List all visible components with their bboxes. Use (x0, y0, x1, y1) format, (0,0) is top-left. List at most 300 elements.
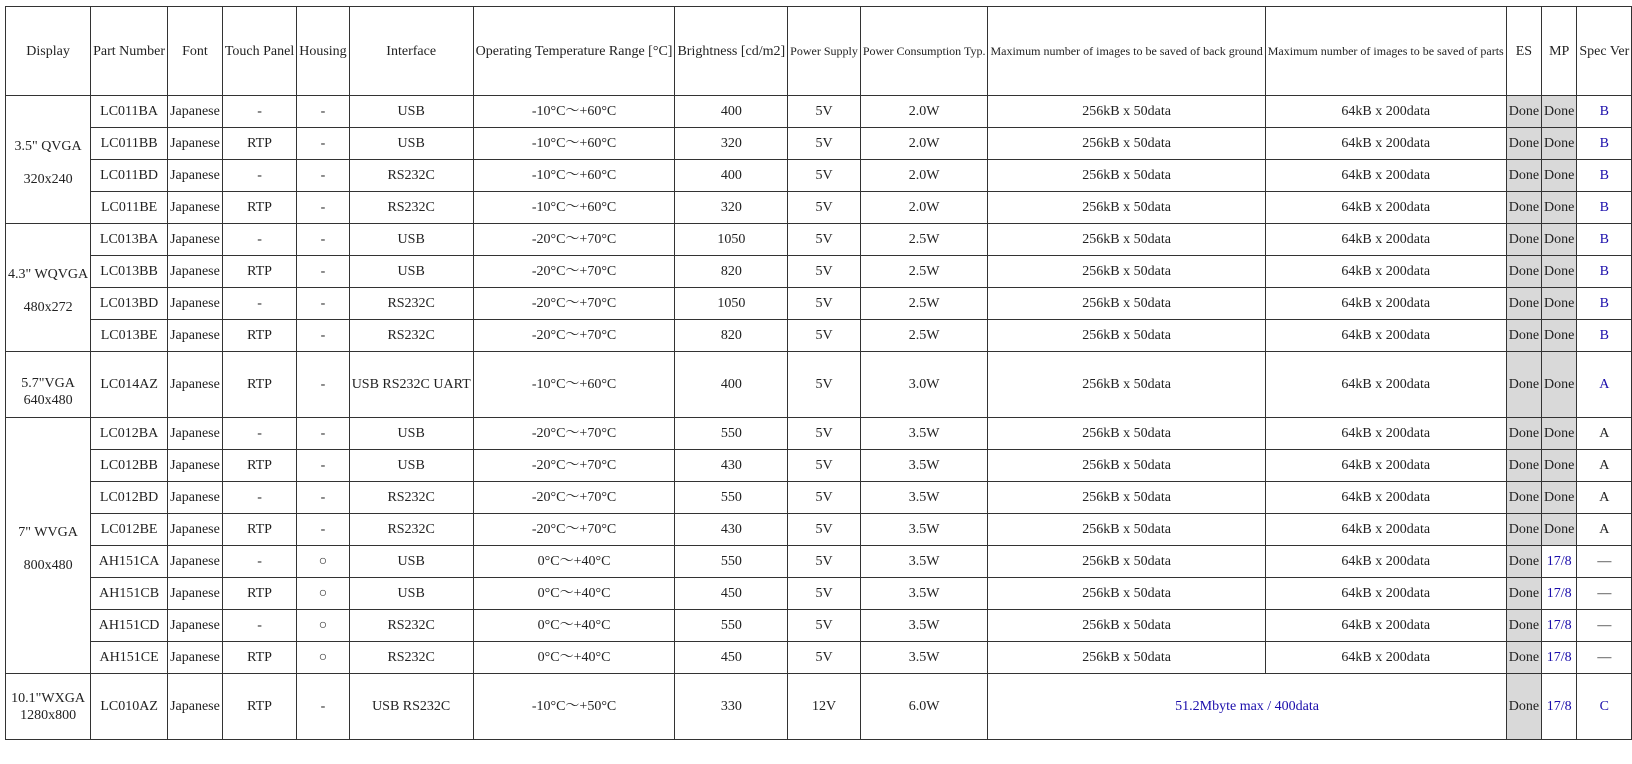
interface-cell: RS232C (349, 642, 473, 674)
housing-cell: ○ (297, 546, 349, 578)
temperature-cell: -20°C～+70°C (473, 288, 675, 320)
power-supply-cell: 5V (788, 128, 861, 160)
brightness-cell: 550 (675, 610, 788, 642)
part-number-cell: LC013BD (91, 288, 168, 320)
font-cell: Japanese (168, 482, 223, 514)
brightness-cell: 820 (675, 320, 788, 352)
max-parts-cell: 64kB x 200data (1265, 128, 1506, 160)
power-consumption-cell: 3.0W (860, 352, 988, 418)
power-consumption-cell: 2.5W (860, 320, 988, 352)
mp-cell: Done (1542, 482, 1577, 514)
power-supply-cell: 5V (788, 546, 861, 578)
spec-ver-cell: — (1577, 610, 1632, 642)
header-max-parts: Maximum number of images to be saved of parts (1265, 7, 1506, 96)
interface-cell: USB (349, 256, 473, 288)
touch-panel-cell: RTP (222, 514, 296, 546)
power-consumption-cell: 3.5W (860, 578, 988, 610)
display-cell (6, 352, 91, 418)
touch-panel-cell: - (222, 288, 296, 320)
power-supply-cell: 5V (788, 352, 861, 418)
max-parts-cell: 64kB x 200data (1265, 96, 1506, 128)
touch-panel-cell: RTP (222, 674, 296, 740)
header-display: Display (6, 7, 91, 96)
touch-panel-cell: RTP (222, 320, 296, 352)
brightness-cell: 400 (675, 352, 788, 418)
font-cell: Japanese (168, 418, 223, 450)
power-consumption-cell: 3.5W (860, 514, 988, 546)
touch-panel-cell: RTP (222, 352, 296, 418)
spec-ver-cell: C (1577, 674, 1632, 740)
font-cell: Japanese (168, 514, 223, 546)
mp-cell: 17/8 (1542, 546, 1577, 578)
housing-cell: - (297, 128, 349, 160)
brightness-cell: 450 (675, 642, 788, 674)
housing-cell: - (297, 224, 349, 256)
font-cell: Japanese (168, 352, 223, 418)
interface-cell: RS232C (349, 288, 473, 320)
es-cell: Done (1506, 96, 1541, 128)
mp-cell: Done (1542, 450, 1577, 482)
header-temp: Operating Temperature Range [°C] (473, 7, 675, 96)
font-cell: Japanese (168, 546, 223, 578)
max-background-cell: 256kB x 50data (988, 418, 1265, 450)
temperature-cell: -20°C～+70°C (473, 418, 675, 450)
brightness-cell: 450 (675, 578, 788, 610)
power-supply-cell: 12V (788, 674, 861, 740)
temperature-cell: -10°C～+50°C (473, 674, 675, 740)
font-cell: Japanese (168, 642, 223, 674)
power-consumption-cell: 2.5W (860, 288, 988, 320)
table-row (6, 418, 1632, 450)
spec-ver-cell: B (1577, 224, 1632, 256)
max-background-cell: 256kB x 50data (988, 578, 1265, 610)
temperature-cell: -20°C～+70°C (473, 450, 675, 482)
temperature-cell: -20°C～+70°C (473, 514, 675, 546)
spec-ver-cell: A (1577, 514, 1632, 546)
es-cell: Done (1506, 674, 1541, 740)
spec-ver-cell: B (1577, 288, 1632, 320)
display-cell (6, 674, 91, 740)
es-cell: Done (1506, 128, 1541, 160)
header-power-supply: Power Supply (788, 7, 861, 96)
max-parts-cell: 64kB x 200data (1265, 578, 1506, 610)
power-consumption-cell: 2.0W (860, 128, 988, 160)
housing-cell: - (297, 192, 349, 224)
display-resolution: 1280x800 (20, 707, 77, 723)
spec-table (5, 6, 1632, 740)
part-number-cell: AH151CB (91, 578, 168, 610)
power-supply-cell: 5V (788, 482, 861, 514)
part-number-cell: AH151CD (91, 610, 168, 642)
spec-ver-cell: A (1577, 418, 1632, 450)
mp-cell: Done (1542, 418, 1577, 450)
table-row (6, 642, 1632, 674)
mp-cell: 17/8 (1542, 642, 1577, 674)
touch-panel-cell: - (222, 482, 296, 514)
max-parts-cell: 64kB x 200data (1265, 514, 1506, 546)
spec-ver-cell: A (1577, 482, 1632, 514)
part-number-cell: LC013BB (91, 256, 168, 288)
power-supply-cell: 5V (788, 160, 861, 192)
es-cell: Done (1506, 610, 1541, 642)
interface-cell: USB (349, 128, 473, 160)
housing-cell: ○ (297, 610, 349, 642)
interface-cell: USB (349, 578, 473, 610)
spec-ver-cell: B (1577, 320, 1632, 352)
mp-cell: 17/8 (1542, 674, 1577, 740)
table-row (6, 256, 1632, 288)
max-background-cell: 256kB x 50data (988, 546, 1265, 578)
power-consumption-cell: 2.0W (860, 160, 988, 192)
max-background-cell: 256kB x 50data (988, 192, 1265, 224)
mp-cell: Done (1542, 514, 1577, 546)
font-cell: Japanese (168, 450, 223, 482)
max-background-cell: 256kB x 50data (988, 610, 1265, 642)
temperature-cell: -10°C～+60°C (473, 160, 675, 192)
touch-panel-cell: - (222, 546, 296, 578)
mp-cell: Done (1542, 320, 1577, 352)
part-number-cell: LC011BB (91, 128, 168, 160)
display-resolution: 800x480 (23, 557, 73, 573)
interface-cell: RS232C (349, 514, 473, 546)
spec-ver-cell: B (1577, 128, 1632, 160)
part-number-cell: LC012BB (91, 450, 168, 482)
power-supply-cell: 5V (788, 450, 861, 482)
temperature-cell: -10°C～+60°C (473, 192, 675, 224)
max-background-cell: 256kB x 50data (988, 256, 1265, 288)
interface-cell: USB (349, 418, 473, 450)
max-parts-cell: 64kB x 200data (1265, 610, 1506, 642)
touch-panel-cell: - (222, 224, 296, 256)
display-size: 5.7"VGA (21, 375, 75, 391)
font-cell: Japanese (168, 256, 223, 288)
power-consumption-cell: 3.5W (860, 450, 988, 482)
power-consumption-cell: 3.5W (860, 418, 988, 450)
interface-cell: USB (349, 224, 473, 256)
temperature-cell: 0°C～+40°C (473, 610, 675, 642)
header-max-background: Maximum number of images to be saved of back ground (988, 7, 1265, 96)
spec-ver-cell: — (1577, 578, 1632, 610)
es-cell: Done (1506, 352, 1541, 418)
touch-panel-cell: RTP (222, 642, 296, 674)
part-number-cell: LC012BE (91, 514, 168, 546)
display-size: 7" WVGA (18, 524, 78, 540)
housing-cell: - (297, 514, 349, 546)
touch-panel-cell: RTP (222, 450, 296, 482)
mp-cell: Done (1542, 96, 1577, 128)
max-background-cell: 256kB x 50data (988, 514, 1265, 546)
brightness-cell: 1050 (675, 224, 788, 256)
table-row (6, 352, 1632, 418)
spec-ver-cell: — (1577, 546, 1632, 578)
housing-cell: ○ (297, 578, 349, 610)
mp-cell: 17/8 (1542, 578, 1577, 610)
display-size: 10.1"WXGA (11, 690, 85, 706)
housing-cell: - (297, 320, 349, 352)
brightness-cell: 430 (675, 514, 788, 546)
housing-cell: - (297, 352, 349, 418)
power-consumption-cell: 3.5W (860, 482, 988, 514)
spec-ver-cell: B (1577, 192, 1632, 224)
font-cell: Japanese (168, 320, 223, 352)
max-parts-cell: 64kB x 200data (1265, 320, 1506, 352)
power-consumption-cell: 3.5W (860, 546, 988, 578)
power-supply-cell: 5V (788, 288, 861, 320)
brightness-cell: 320 (675, 128, 788, 160)
interface-cell: RS232C (349, 482, 473, 514)
spec-ver-cell: A (1577, 450, 1632, 482)
housing-cell: - (297, 418, 349, 450)
max-parts-cell: 64kB x 200data (1265, 192, 1506, 224)
max-parts-cell: 64kB x 200data (1265, 256, 1506, 288)
part-number-cell: LC010AZ (91, 674, 168, 740)
brightness-cell: 400 (675, 160, 788, 192)
header-spec-ver: Spec Ver (1577, 7, 1632, 96)
temperature-cell: -20°C～+70°C (473, 482, 675, 514)
max-parts-cell: 64kB x 200data (1265, 482, 1506, 514)
table-row (6, 160, 1632, 192)
header-touch-panel: Touch Panel (222, 7, 296, 96)
display-cell (6, 224, 91, 352)
table-row (6, 128, 1632, 160)
part-number-cell: AH151CE (91, 642, 168, 674)
es-cell: Done (1506, 514, 1541, 546)
power-supply-cell: 5V (788, 418, 861, 450)
table-row (6, 450, 1632, 482)
power-supply-cell: 5V (788, 320, 861, 352)
touch-panel-cell: - (222, 418, 296, 450)
es-cell: Done (1506, 160, 1541, 192)
max-background-cell: 256kB x 50data (988, 482, 1265, 514)
display-size: 4.3" WQVGA (8, 266, 89, 282)
temperature-cell: 0°C～+40°C (473, 642, 675, 674)
interface-cell: RS232C (349, 192, 473, 224)
display-resolution: 480x272 (23, 299, 73, 315)
es-cell: Done (1506, 482, 1541, 514)
max-background-cell: 256kB x 50data (988, 160, 1265, 192)
housing-cell: - (297, 674, 349, 740)
es-cell: Done (1506, 320, 1541, 352)
max-parts-cell: 64kB x 200data (1265, 418, 1506, 450)
interface-cell: RS232C (349, 320, 473, 352)
brightness-cell: 320 (675, 192, 788, 224)
es-cell: Done (1506, 288, 1541, 320)
power-supply-cell: 5V (788, 514, 861, 546)
interface-cell: USB RS232C UART (349, 352, 473, 418)
es-cell: Done (1506, 418, 1541, 450)
header-brightness: Brightness [cd/m2] (675, 7, 788, 96)
power-consumption-cell: 2.0W (860, 192, 988, 224)
font-cell: Japanese (168, 160, 223, 192)
font-cell: Japanese (168, 578, 223, 610)
es-cell: Done (1506, 546, 1541, 578)
font-cell: Japanese (168, 674, 223, 740)
part-number-cell: LC011BA (91, 96, 168, 128)
es-cell: Done (1506, 642, 1541, 674)
temperature-cell: -10°C～+60°C (473, 352, 675, 418)
es-cell: Done (1506, 256, 1541, 288)
housing-cell: - (297, 450, 349, 482)
part-number-cell: LC012BA (91, 418, 168, 450)
font-cell: Japanese (168, 224, 223, 256)
brightness-cell: 550 (675, 546, 788, 578)
interface-cell: USB RS232C (349, 674, 473, 740)
table-row (6, 192, 1632, 224)
font-cell: Japanese (168, 610, 223, 642)
housing-cell: ○ (297, 642, 349, 674)
max-parts-cell: 64kB x 200data (1265, 450, 1506, 482)
es-cell: Done (1506, 450, 1541, 482)
mp-cell: Done (1542, 224, 1577, 256)
font-cell: Japanese (168, 128, 223, 160)
brightness-cell: 330 (675, 674, 788, 740)
brightness-cell: 550 (675, 418, 788, 450)
max-parts-cell: 64kB x 200data (1265, 352, 1506, 418)
display-resolution: 320x240 (23, 171, 73, 187)
mp-cell: Done (1542, 128, 1577, 160)
header-es: ES (1506, 7, 1541, 96)
housing-cell: - (297, 288, 349, 320)
touch-panel-cell: RTP (222, 578, 296, 610)
touch-panel-cell: - (222, 160, 296, 192)
mp-cell: Done (1542, 160, 1577, 192)
mp-cell: Done (1542, 256, 1577, 288)
max-background-cell: 256kB x 50data (988, 450, 1265, 482)
power-consumption-cell: 3.5W (860, 642, 988, 674)
power-supply-cell: 5V (788, 578, 861, 610)
housing-cell: - (297, 482, 349, 514)
header-font: Font (168, 7, 223, 96)
spec-ver-cell: B (1577, 256, 1632, 288)
spec-ver-cell: B (1577, 160, 1632, 192)
font-cell: Japanese (168, 96, 223, 128)
table-row (6, 482, 1632, 514)
power-supply-cell: 5V (788, 610, 861, 642)
spec-ver-cell: A (1577, 352, 1632, 418)
interface-cell: USB (349, 546, 473, 578)
temperature-cell: -10°C～+60°C (473, 128, 675, 160)
spec-ver-cell: B (1577, 96, 1632, 128)
temperature-cell: -20°C～+70°C (473, 256, 675, 288)
table-row (6, 224, 1632, 256)
max-background-cell: 256kB x 50data (988, 320, 1265, 352)
max-background-cell: 256kB x 50data (988, 224, 1265, 256)
power-supply-cell: 5V (788, 96, 861, 128)
table-row (6, 288, 1632, 320)
max-parts-cell: 64kB x 200data (1265, 160, 1506, 192)
brightness-cell: 550 (675, 482, 788, 514)
brightness-cell: 430 (675, 450, 788, 482)
housing-cell: - (297, 160, 349, 192)
part-number-cell: LC014AZ (91, 352, 168, 418)
table-row (6, 546, 1632, 578)
power-supply-cell: 5V (788, 642, 861, 674)
mp-cell: Done (1542, 192, 1577, 224)
max-background-cell: 256kB x 50data (988, 288, 1265, 320)
interface-cell: USB (349, 450, 473, 482)
header-row (6, 7, 1632, 96)
power-consumption-cell: 2.5W (860, 224, 988, 256)
header-interface: Interface (349, 7, 473, 96)
power-consumption-cell: 6.0W (860, 674, 988, 740)
max-background-cell: 256kB x 50data (988, 642, 1265, 674)
table-row (6, 674, 1632, 740)
temperature-cell: -20°C～+70°C (473, 224, 675, 256)
part-number-cell: LC012BD (91, 482, 168, 514)
housing-cell: - (297, 256, 349, 288)
power-consumption-cell: 2.0W (860, 96, 988, 128)
part-number-cell: LC013BA (91, 224, 168, 256)
max-parts-cell: 64kB x 200data (1265, 288, 1506, 320)
interface-cell: RS232C (349, 610, 473, 642)
header-housing: Housing (297, 7, 349, 96)
es-cell: Done (1506, 578, 1541, 610)
brightness-cell: 400 (675, 96, 788, 128)
brightness-cell: 1050 (675, 288, 788, 320)
spec-ver-cell: — (1577, 642, 1632, 674)
table-row (6, 578, 1632, 610)
touch-panel-cell: RTP (222, 128, 296, 160)
display-cell (6, 418, 91, 674)
touch-panel-cell: RTP (222, 192, 296, 224)
table-row (6, 514, 1632, 546)
power-supply-cell: 5V (788, 256, 861, 288)
temperature-cell: -20°C～+70°C (473, 320, 675, 352)
max-parts-cell: 64kB x 200data (1265, 546, 1506, 578)
table-row (6, 320, 1632, 352)
font-cell: Japanese (168, 192, 223, 224)
font-cell: Japanese (168, 288, 223, 320)
part-number-cell: LC011BE (91, 192, 168, 224)
display-resolution: 640x480 (23, 392, 73, 408)
max-parts-cell: 64kB x 200data (1265, 224, 1506, 256)
touch-panel-cell: - (222, 96, 296, 128)
es-cell: Done (1506, 224, 1541, 256)
es-cell: Done (1506, 192, 1541, 224)
max-background-cell: 256kB x 50data (988, 96, 1265, 128)
temperature-cell: 0°C～+40°C (473, 578, 675, 610)
power-consumption-cell: 3.5W (860, 610, 988, 642)
table-row (6, 610, 1632, 642)
part-number-cell: AH151CA (91, 546, 168, 578)
touch-panel-cell: - (222, 610, 296, 642)
power-supply-cell: 5V (788, 192, 861, 224)
part-number-cell: LC013BE (91, 320, 168, 352)
interface-cell: RS232C (349, 160, 473, 192)
display-cell (6, 96, 91, 224)
power-supply-cell: 5V (788, 224, 861, 256)
brightness-cell: 820 (675, 256, 788, 288)
temperature-cell: -10°C～+60°C (473, 96, 675, 128)
interface-cell: USB (349, 96, 473, 128)
power-consumption-cell: 2.5W (860, 256, 988, 288)
temperature-cell: 0°C～+40°C (473, 546, 675, 578)
touch-panel-cell: RTP (222, 256, 296, 288)
mp-cell: Done (1542, 352, 1577, 418)
header-mp: MP (1542, 7, 1577, 96)
storage-merged-cell: 51.2Mbyte max / 400data (988, 674, 1506, 740)
max-background-cell: 256kB x 50data (988, 352, 1265, 418)
max-parts-cell: 64kB x 200data (1265, 642, 1506, 674)
display-size: 3.5" QVGA (14, 138, 82, 154)
mp-cell: 17/8 (1542, 610, 1577, 642)
mp-cell: Done (1542, 288, 1577, 320)
header-power-consumption: Power Consumption Typ. (860, 7, 988, 96)
housing-cell: - (297, 96, 349, 128)
header-part-number: Part Number (91, 7, 168, 96)
part-number-cell: LC011BD (91, 160, 168, 192)
max-background-cell: 256kB x 50data (988, 128, 1265, 160)
